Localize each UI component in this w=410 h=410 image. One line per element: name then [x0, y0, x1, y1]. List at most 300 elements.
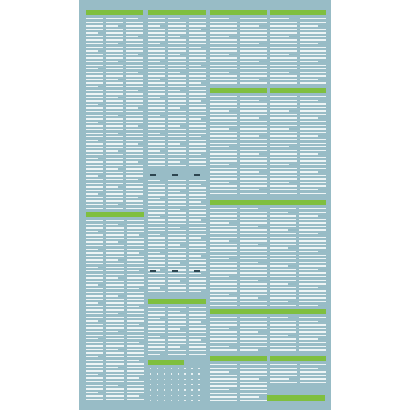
number-label: [240, 317, 267, 318]
number-label: [270, 364, 297, 365]
number-label: [240, 349, 259, 350]
number-label: [210, 29, 237, 30]
number-label: [127, 338, 144, 339]
number-label: [148, 241, 165, 242]
number-label: [126, 25, 143, 26]
number-label: [86, 399, 103, 400]
number-label: [240, 117, 259, 118]
number-label: [148, 161, 165, 162]
number-label: [270, 272, 297, 273]
number-label: [106, 161, 123, 162]
number-label: [106, 82, 123, 83]
number-label: [127, 299, 144, 300]
number-label: [189, 230, 206, 231]
number-label: [86, 377, 103, 378]
number-label: [86, 284, 98, 285]
number-label: [240, 331, 259, 332]
number-label: [270, 18, 289, 19]
number-label: [148, 136, 165, 137]
number-label: [106, 193, 123, 194]
number-label: [106, 133, 118, 134]
number-label: [189, 147, 206, 148]
number-label: [148, 314, 165, 315]
number-label: [299, 262, 326, 263]
number-label: [106, 154, 123, 155]
number-label: [106, 306, 123, 307]
number-label: [189, 287, 206, 288]
number-label: [148, 22, 165, 23]
number-label: [270, 297, 297, 298]
number-label: [240, 342, 267, 343]
number-label: [86, 57, 103, 58]
number-label: [106, 100, 123, 101]
number-label: [300, 100, 319, 101]
number-label: [168, 154, 185, 155]
number-label: [148, 307, 165, 308]
dot-decal: [150, 373, 151, 374]
dot-decal: [150, 400, 151, 401]
number-label: [106, 165, 123, 166]
number-label: [148, 325, 165, 326]
number-label: [148, 198, 160, 199]
number-label: [240, 269, 267, 270]
label-block: [270, 18, 326, 85]
number-label: [106, 86, 123, 87]
number-label: [148, 259, 165, 260]
dot-decal: [164, 379, 165, 380]
number-label: [106, 47, 123, 48]
number-label: [127, 231, 144, 232]
number-label: [86, 115, 103, 116]
number-label: [270, 287, 297, 288]
number-label: [270, 121, 297, 122]
number-label: [86, 200, 103, 201]
number-label: [127, 360, 139, 361]
label-block: [210, 317, 326, 353]
number-label: [126, 111, 143, 112]
number-label: [148, 248, 165, 249]
dot-decal: [178, 373, 179, 374]
number-label: [148, 223, 165, 224]
number-label: [86, 263, 103, 264]
number-label: [299, 338, 318, 339]
number-label: [240, 96, 267, 97]
number-label: [189, 65, 201, 66]
number-label: [270, 25, 297, 26]
separator-dash: [194, 270, 200, 272]
number-label: [106, 352, 123, 353]
number-label: [300, 128, 327, 129]
number-label: [86, 172, 103, 173]
number-label: [270, 36, 289, 37]
number-label: [86, 122, 98, 123]
number-label: [148, 291, 165, 292]
number-label: [127, 241, 144, 242]
number-label: [126, 150, 143, 151]
number-label: [168, 205, 185, 206]
dot-decal: [157, 384, 158, 385]
number-label: [106, 36, 123, 37]
number-label: [270, 125, 297, 126]
number-label: [189, 25, 206, 26]
number-label: [168, 252, 185, 253]
number-label: [189, 79, 206, 80]
dot-decal: [191, 379, 192, 380]
number-label: [210, 22, 237, 23]
number-label: [168, 115, 185, 116]
number-label: [189, 165, 206, 166]
number-label: [299, 280, 326, 281]
number-label: [148, 318, 160, 319]
number-label: [86, 309, 103, 310]
number-label: [270, 378, 289, 379]
label-block: [86, 220, 144, 402]
number-label: [126, 140, 143, 141]
number-label: [210, 96, 237, 97]
number-label: [86, 118, 103, 119]
number-label: [240, 57, 267, 58]
number-label: [86, 18, 103, 19]
number-label: [210, 61, 237, 62]
number-label: [240, 103, 267, 104]
number-label: [189, 39, 206, 40]
number-label: [210, 79, 237, 80]
number-label: [210, 171, 237, 172]
number-label: [106, 342, 123, 343]
number-label: [189, 93, 206, 94]
number-label: [168, 325, 185, 326]
number-label: [86, 140, 98, 141]
number-label: [270, 96, 297, 97]
number-label: [86, 168, 103, 169]
number-label: [300, 36, 327, 37]
number-label: [148, 143, 165, 144]
number-label: [299, 305, 318, 306]
number-label: [127, 220, 144, 221]
number-label: [126, 115, 143, 116]
number-label: [189, 111, 206, 112]
number-label: [270, 72, 289, 73]
number-label: [210, 82, 237, 83]
number-label: [210, 244, 237, 245]
number-label: [300, 171, 319, 172]
number-label: [127, 367, 144, 368]
number-label: [168, 25, 185, 26]
number-label: [240, 114, 267, 115]
number-label: [126, 118, 143, 119]
number-label: [189, 277, 206, 278]
number-label: [189, 115, 206, 116]
number-label: [189, 266, 206, 267]
number-label: [127, 224, 144, 225]
number-label: [189, 136, 201, 137]
number-label: [240, 255, 267, 256]
number-label: [210, 128, 229, 129]
dot-decal: [184, 368, 185, 369]
number-label: [300, 61, 319, 62]
number-label: [189, 158, 206, 159]
number-label: [210, 125, 237, 126]
number-label: [127, 381, 144, 382]
number-label: [106, 200, 123, 201]
number-label: [148, 65, 165, 66]
number-label: [127, 374, 144, 375]
section-header: [148, 299, 206, 304]
dot-decal: [164, 368, 165, 369]
number-label: [189, 191, 206, 192]
number-label: [168, 343, 185, 344]
number-label: [126, 82, 143, 83]
number-label: [168, 150, 185, 151]
number-label: [240, 324, 267, 325]
number-label: [300, 189, 319, 190]
number-label: [86, 158, 98, 159]
number-label: [168, 291, 185, 292]
number-label: [168, 266, 185, 267]
number-label: [148, 100, 165, 101]
number-label: [168, 280, 180, 281]
number-label: [148, 336, 160, 337]
number-label: [86, 165, 103, 166]
number-label: [86, 147, 103, 148]
section-header: [210, 88, 267, 93]
number-label: [106, 179, 123, 180]
number-label: [270, 143, 297, 144]
number-label: [106, 267, 123, 268]
number-label: [210, 400, 237, 401]
number-label: [240, 164, 267, 165]
dot-decal: [157, 395, 158, 396]
number-label: [106, 231, 123, 232]
number-label: [106, 65, 123, 66]
number-label: [106, 270, 123, 271]
number-label: [127, 227, 144, 228]
number-label: [270, 150, 297, 151]
number-label: [126, 136, 143, 137]
number-label: [127, 292, 144, 293]
number-label: [168, 107, 180, 108]
number-label: [106, 125, 123, 126]
number-label: [106, 370, 123, 371]
number-label: [210, 189, 237, 190]
number-label: [127, 274, 144, 275]
number-label: [127, 259, 144, 260]
number-label: [86, 288, 103, 289]
number-label: [168, 187, 185, 188]
number-label: [270, 269, 297, 270]
number-label: [299, 294, 326, 295]
number-label: [210, 368, 237, 369]
number-label: [127, 245, 144, 246]
number-label: [300, 18, 327, 19]
number-label: [106, 97, 118, 98]
number-label: [270, 75, 297, 76]
number-label: [210, 378, 237, 379]
separator-dash: [172, 270, 178, 272]
number-label: [240, 61, 259, 62]
number-label: [86, 86, 98, 87]
number-label: [210, 43, 237, 44]
number-label: [270, 100, 297, 101]
number-label: [189, 311, 206, 312]
number-label: [86, 186, 103, 187]
number-label: [300, 371, 327, 372]
number-label: [240, 107, 267, 108]
number-label: [240, 110, 267, 111]
number-label: [189, 328, 206, 329]
number-label: [210, 135, 237, 136]
number-label: [126, 204, 143, 205]
number-label: [86, 190, 103, 191]
number-label: [240, 338, 267, 339]
number-label: [148, 79, 160, 80]
number-label: [148, 287, 160, 288]
number-label: [189, 32, 206, 33]
number-label: [148, 68, 165, 69]
dot-decal: [191, 368, 192, 369]
number-label: [210, 215, 237, 216]
dot-decal: [164, 373, 165, 374]
number-label: [270, 255, 297, 256]
number-label: [126, 186, 143, 187]
number-label: [86, 22, 103, 23]
number-label: [189, 198, 206, 199]
number-label: [106, 118, 123, 119]
number-label: [240, 54, 267, 55]
number-label: [86, 306, 103, 307]
number-label: [126, 47, 143, 48]
number-label: [270, 110, 289, 111]
number-label: [148, 107, 165, 108]
number-label: [240, 294, 267, 295]
number-label: [210, 132, 237, 133]
number-label: [126, 154, 143, 155]
number-label: [189, 150, 206, 151]
number-label: [299, 233, 318, 234]
number-label: [127, 399, 144, 400]
number-label: [86, 360, 103, 361]
number-label: [86, 267, 98, 268]
number-label: [299, 215, 318, 216]
number-label: [168, 39, 185, 40]
number-label: [106, 295, 118, 296]
number-label: [300, 68, 327, 69]
number-label: [148, 115, 160, 116]
number-label: [106, 50, 123, 51]
number-label: [189, 234, 206, 235]
number-label: [148, 122, 165, 123]
number-label: [126, 133, 143, 134]
number-label: [127, 281, 144, 282]
number-label: [240, 393, 267, 394]
number-label: [127, 288, 139, 289]
number-label: [270, 290, 297, 291]
number-label: [270, 61, 297, 62]
number-label: [106, 175, 123, 176]
number-label: [240, 153, 259, 154]
number-label: [168, 284, 185, 285]
number-label: [148, 54, 165, 55]
brand-banner: [267, 395, 325, 401]
number-label: [86, 150, 103, 151]
number-label: [270, 342, 297, 343]
number-label: [300, 96, 327, 97]
number-label: [300, 146, 327, 147]
number-label: [300, 65, 327, 66]
number-label: [168, 307, 185, 308]
number-label: [126, 158, 143, 159]
number-label: [240, 18, 267, 19]
number-label: [210, 107, 237, 108]
number-label: [299, 317, 326, 318]
number-label: [270, 146, 289, 147]
number-label: [210, 100, 237, 101]
number-label: [189, 57, 206, 58]
number-label: [106, 54, 123, 55]
number-label: [148, 82, 165, 83]
number-label: [86, 252, 103, 253]
number-label: [86, 39, 103, 40]
number-label: [210, 178, 237, 179]
number-label: [168, 100, 185, 101]
number-label: [299, 290, 326, 291]
number-label: [270, 117, 297, 118]
number-label: [240, 297, 259, 298]
number-label: [168, 332, 185, 333]
dot-decal: [178, 389, 179, 390]
number-label: [189, 248, 206, 249]
number-label: [210, 301, 237, 302]
number-label: [240, 244, 259, 245]
dot-decal: [164, 389, 165, 390]
number-label: [126, 147, 143, 148]
number-label: [189, 104, 206, 105]
number-label: [86, 249, 98, 250]
number-label: [270, 375, 297, 376]
number-label: [148, 227, 165, 228]
number-label: [240, 222, 267, 223]
number-label: [270, 29, 297, 30]
number-label: [86, 47, 103, 48]
number-label: [106, 79, 118, 80]
number-label: [86, 100, 103, 101]
number-label: [210, 346, 229, 347]
dot-decal: [171, 400, 172, 401]
number-label: [270, 178, 297, 179]
number-label: [86, 61, 103, 62]
number-label: [210, 18, 229, 19]
number-label: [148, 280, 165, 281]
number-label: [189, 318, 206, 319]
number-label: [189, 129, 206, 130]
number-label: [270, 324, 297, 325]
number-label: [148, 328, 165, 329]
number-label: [270, 39, 297, 40]
number-label: [300, 193, 327, 194]
number-label: [168, 65, 185, 66]
number-label: [168, 93, 185, 94]
number-label: [168, 346, 180, 347]
number-label: [210, 68, 237, 69]
number-label: [148, 75, 165, 76]
number-label: [106, 277, 118, 278]
section-header: [148, 360, 184, 365]
number-label: [189, 36, 206, 37]
number-label: [106, 129, 123, 130]
number-label: [210, 328, 229, 329]
number-label: [106, 385, 118, 386]
number-label: [126, 75, 143, 76]
